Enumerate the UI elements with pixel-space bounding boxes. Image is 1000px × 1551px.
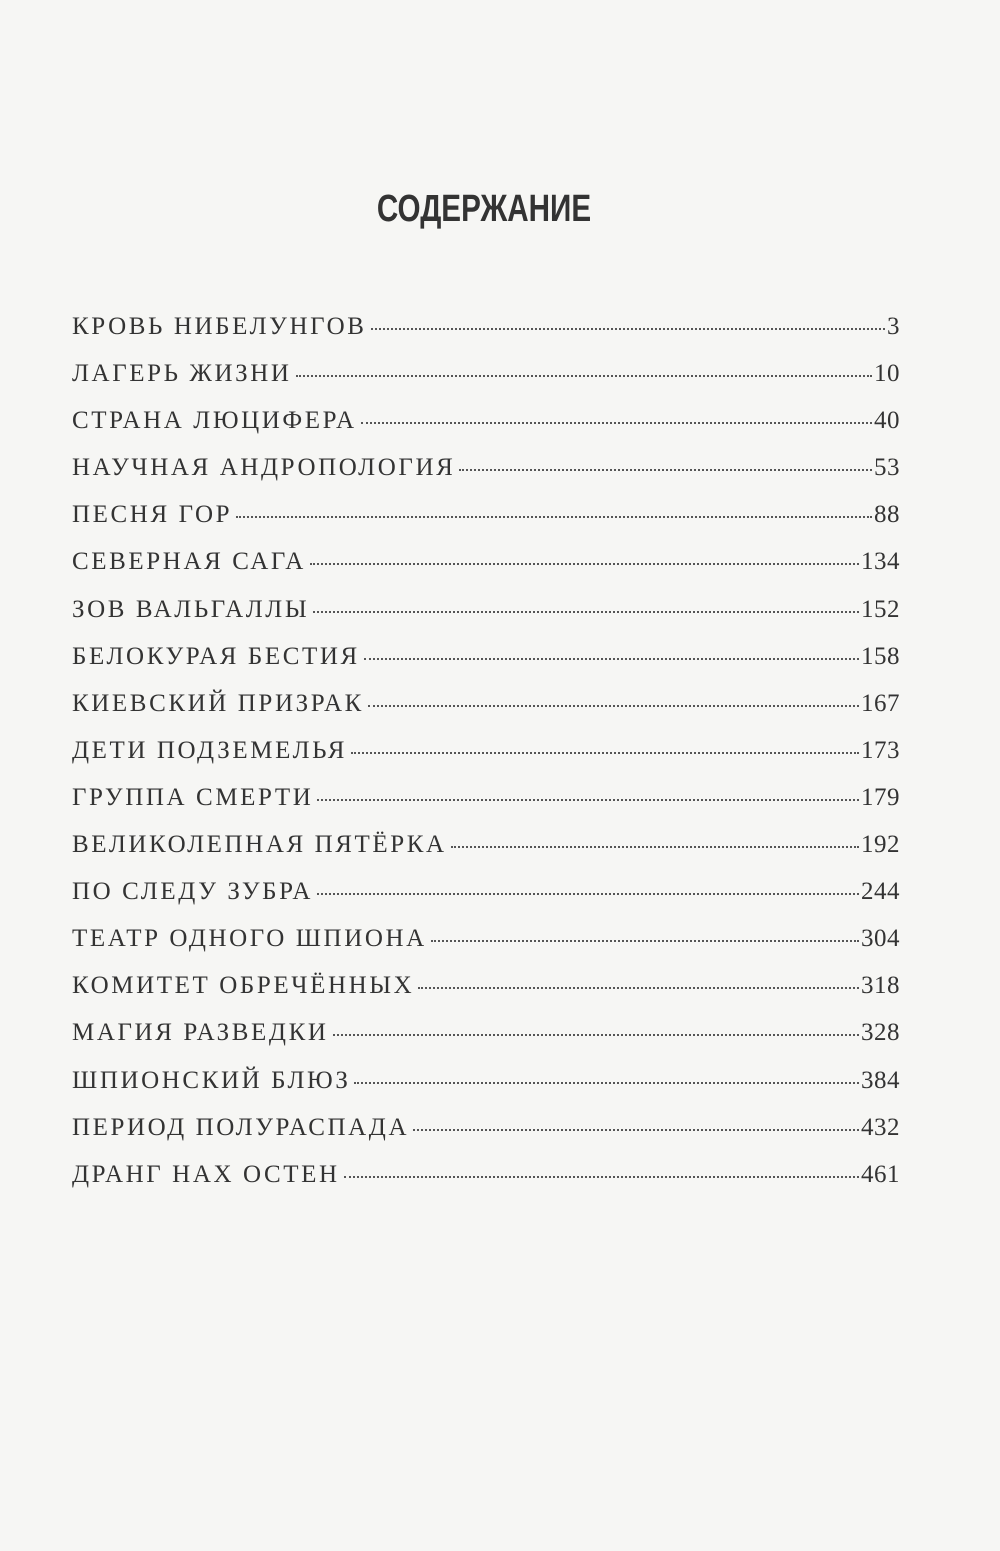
toc-entry-page-number: 384 bbox=[861, 1066, 900, 1094]
toc-entry-title: НАУЧНАЯ АНДРОПОЛОГИЯ bbox=[72, 454, 456, 482]
toc-entry bbox=[72, 915, 900, 962]
toc-entry bbox=[72, 680, 900, 727]
toc-entry-page-number: 318 bbox=[861, 972, 900, 1000]
toc-entry-title: БЕЛОКУРАЯ БЕСТИЯ bbox=[72, 642, 360, 670]
toc-entry bbox=[72, 538, 900, 585]
toc-dot-leader bbox=[459, 469, 872, 471]
toc-entry-title: ГРУППА СМЕРТИ bbox=[72, 783, 314, 811]
toc-entry-title: ТЕАТР ОДНОГО ШПИОНА bbox=[72, 925, 427, 953]
toc-entry-page-number: 40 bbox=[874, 407, 900, 435]
toc-dot-leader bbox=[354, 1082, 859, 1084]
toc-entry-title: ВЕЛИКОЛЕПНАЯ ПЯТЁРКА bbox=[72, 831, 447, 859]
toc-dot-leader bbox=[333, 1034, 859, 1036]
toc-entry-page-number: 88 bbox=[874, 501, 900, 529]
toc-entry-page-number: 432 bbox=[861, 1113, 900, 1141]
toc-entry-page-number: 192 bbox=[861, 831, 900, 859]
toc-entry-title: ДЕТИ ПОДЗЕМЕЛЬЯ bbox=[72, 736, 348, 764]
toc-entry bbox=[72, 1009, 900, 1056]
toc-dot-leader bbox=[413, 1129, 859, 1131]
toc-dot-leader bbox=[317, 799, 859, 801]
toc-entry bbox=[72, 350, 900, 397]
toc-entry bbox=[72, 821, 900, 868]
toc-entry-title: ДРАНГ НАХ ОСТЕН bbox=[72, 1160, 340, 1188]
toc-entry-title: КОМИТЕТ ОБРЕЧЁННЫХ bbox=[72, 972, 415, 1000]
toc-dot-leader bbox=[351, 752, 859, 754]
toc-dot-leader bbox=[317, 893, 859, 895]
toc-dot-leader bbox=[364, 658, 859, 660]
toc-dot-leader bbox=[368, 705, 859, 707]
toc-entry bbox=[72, 491, 900, 538]
toc-entry-page-number: 53 bbox=[874, 454, 900, 482]
toc-dot-leader bbox=[431, 940, 859, 942]
toc-dot-leader bbox=[371, 328, 886, 330]
toc-entry bbox=[72, 962, 900, 1009]
toc-entry-title: СЕВЕРНАЯ САГА bbox=[72, 548, 306, 576]
toc-dot-leader bbox=[296, 375, 872, 377]
toc-dot-leader bbox=[310, 563, 859, 565]
toc-entry-page-number: 461 bbox=[861, 1160, 900, 1188]
toc-entry-title: ПЕРИОД ПОЛУРАСПАДА bbox=[72, 1113, 410, 1141]
toc-entry bbox=[72, 727, 900, 774]
toc-entry-page-number: 158 bbox=[861, 642, 900, 670]
toc-entry bbox=[72, 1057, 900, 1104]
toc-entry-title: ПО СЛЕДУ ЗУБРА bbox=[72, 878, 314, 906]
table-of-contents bbox=[72, 303, 900, 1198]
toc-dot-leader bbox=[313, 611, 859, 613]
toc-entry-title: КРОВЬ НИБЕЛУНГОВ bbox=[72, 313, 367, 340]
toc-entry bbox=[72, 774, 900, 821]
toc-dot-leader bbox=[451, 846, 859, 848]
toc-entry bbox=[72, 444, 900, 491]
toc-entry-page-number: 328 bbox=[861, 1019, 900, 1047]
toc-entry-page-number: 10 bbox=[874, 360, 900, 388]
toc-entry-page-number: 152 bbox=[861, 595, 900, 623]
toc-entry-page-number: 244 bbox=[861, 878, 900, 906]
toc-dot-leader bbox=[344, 1176, 859, 1178]
toc-entry-page-number: 173 bbox=[861, 736, 900, 764]
toc-entry bbox=[72, 1104, 900, 1151]
toc-entry-page-number: 167 bbox=[861, 689, 900, 717]
toc-entry-title: КИЕВСКИЙ ПРИЗРАК bbox=[72, 689, 364, 717]
toc-entry bbox=[72, 397, 900, 444]
toc-entry-title: МАГИЯ РАЗВЕДКИ bbox=[72, 1019, 329, 1047]
toc-entry-title: ЛАГЕРЬ ЖИЗНИ bbox=[72, 360, 292, 388]
page-title: СОДЕРЖАНИЕ bbox=[376, 188, 592, 230]
toc-entry bbox=[72, 303, 900, 350]
toc-entry bbox=[72, 1151, 900, 1198]
toc-dot-leader bbox=[361, 422, 872, 424]
toc-entry-title: СТРАНА ЛЮЦИФЕРА bbox=[72, 407, 357, 435]
toc-entry-page-number: 304 bbox=[861, 925, 900, 953]
toc-entry-page-number: 3 bbox=[887, 313, 900, 340]
toc-entry-title: ШПИОНСКИЙ БЛЮЗ bbox=[72, 1066, 351, 1094]
toc-dot-leader bbox=[418, 987, 859, 989]
toc-entry-title: ЗОВ ВАЛЬГАЛЛЫ bbox=[72, 595, 310, 623]
toc-entry-page-number: 134 bbox=[861, 548, 900, 576]
toc-entry bbox=[72, 633, 900, 680]
toc-entry bbox=[72, 868, 900, 915]
toc-dot-leader bbox=[236, 516, 872, 518]
toc-entry-page-number: 179 bbox=[861, 783, 900, 811]
toc-entry bbox=[72, 586, 900, 633]
toc-entry-title: ПЕСНЯ ГОР bbox=[72, 501, 233, 529]
